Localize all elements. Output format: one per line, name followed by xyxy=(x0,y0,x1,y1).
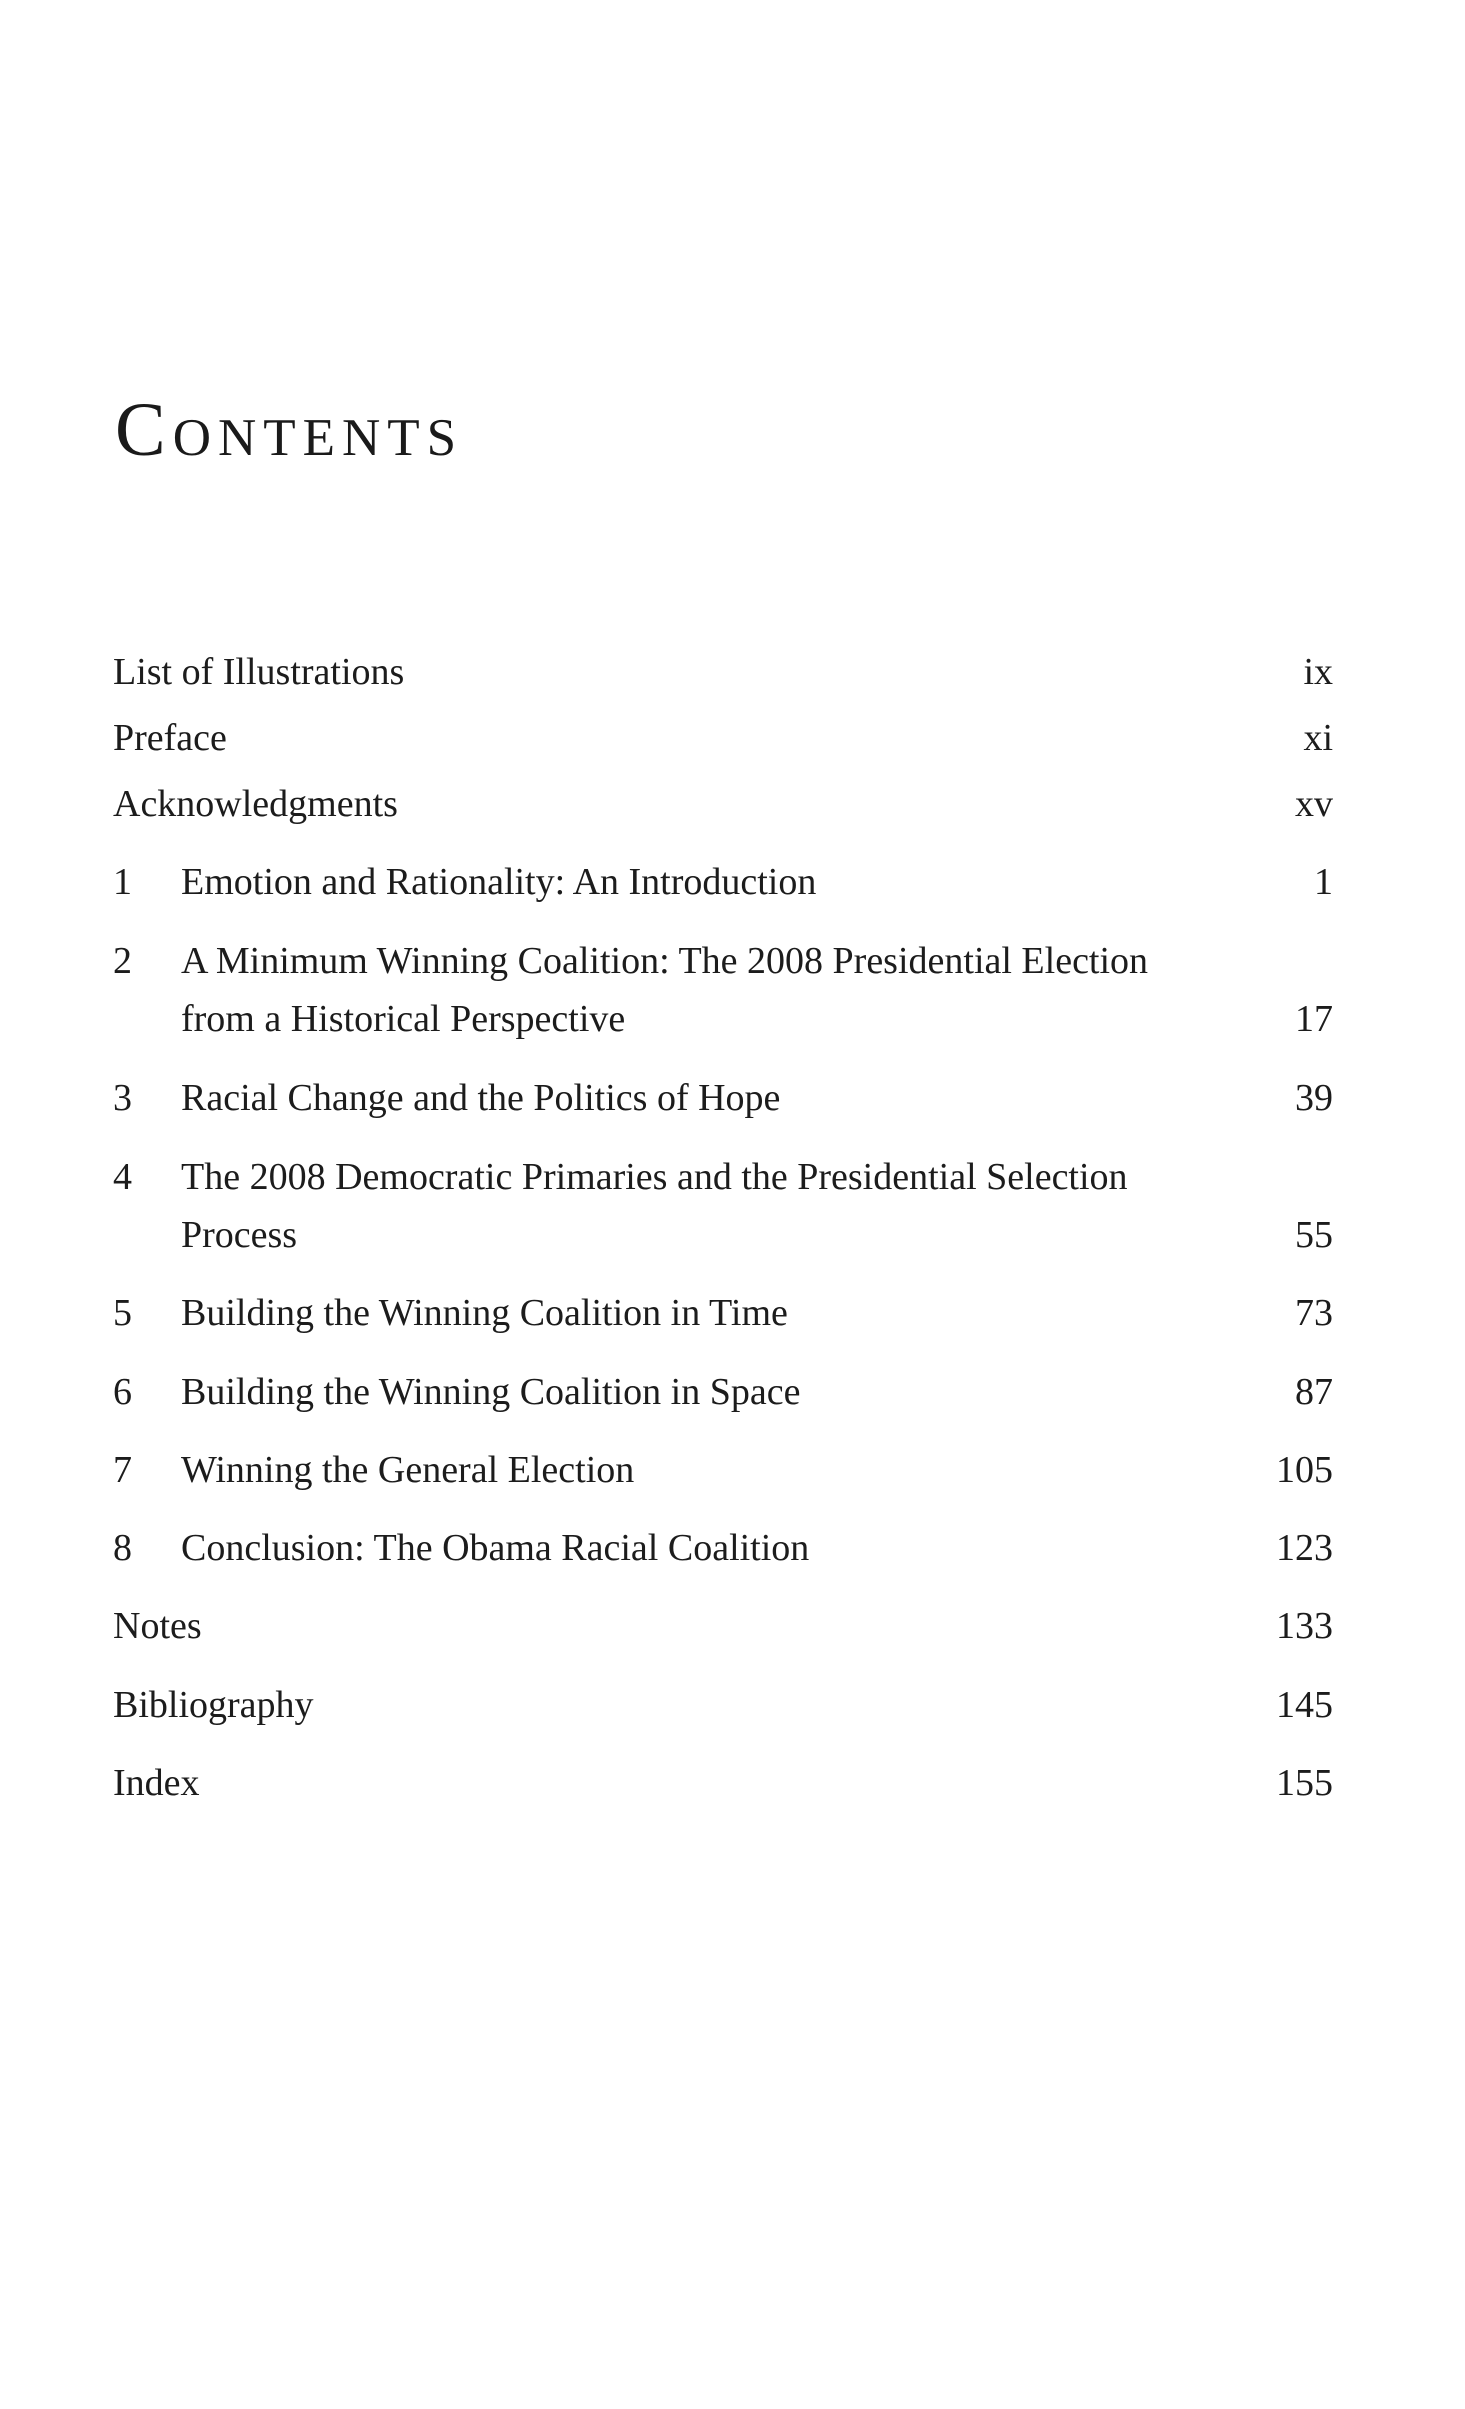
toc-chapter-entry xyxy=(113,1284,1333,1342)
toc-entry xyxy=(113,1676,1333,1734)
toc-entry-title: Conclusion: The Obama Racial Coalition xyxy=(181,1527,810,1569)
toc-entry-page: 1 xyxy=(1314,861,1333,903)
page-title: Contents xyxy=(115,388,464,472)
toc-entry-title: Building the Winning Coalition in Space xyxy=(181,1371,801,1413)
toc-chapter-number: 3 xyxy=(113,1077,132,1119)
toc-entry-title: Winning the General Election xyxy=(181,1449,635,1491)
toc-chapter-entry xyxy=(113,853,1333,911)
toc-entry-page: 17 xyxy=(1295,998,1333,1040)
toc-entry-page: 133 xyxy=(1276,1605,1333,1647)
toc-chapter-number: 5 xyxy=(113,1292,132,1334)
toc-entry-title: Notes xyxy=(113,1605,202,1647)
toc-entry xyxy=(113,1754,1333,1812)
toc-entry-page: xv xyxy=(1295,783,1333,825)
toc-entry-title: Index xyxy=(113,1762,200,1804)
toc-entry-page: 105 xyxy=(1276,1449,1333,1491)
toc-entry-title: Acknowledgments xyxy=(113,783,398,825)
toc-chapter-number: 1 xyxy=(113,861,132,903)
toc-entry-title: Bibliography xyxy=(113,1684,314,1726)
toc-entry-title: Building the Winning Coalition in Time xyxy=(181,1292,788,1334)
toc-entry-page: 123 xyxy=(1276,1527,1333,1569)
toc-entry-page: 73 xyxy=(1295,1292,1333,1334)
toc-chapter-number: 7 xyxy=(113,1449,132,1491)
toc-entry-page: 87 xyxy=(1295,1371,1333,1413)
toc-entry-title: Racial Change and the Politics of Hope xyxy=(181,1077,781,1119)
toc-entry-page: 155 xyxy=(1276,1762,1333,1804)
toc-entry xyxy=(113,709,1333,767)
toc-chapter-entry xyxy=(113,1069,1333,1127)
toc-chapter-entry xyxy=(113,1519,1333,1577)
toc-entry-title: The 2008 Democratic Primaries and the Presidential Selection Process xyxy=(181,1156,1128,1256)
toc-entry-title: Preface xyxy=(113,717,227,759)
toc-entry-page: ix xyxy=(1303,651,1333,693)
toc-chapter-entry xyxy=(113,1363,1333,1421)
toc-entry-page: 55 xyxy=(1295,1214,1333,1256)
toc-entry-page: 145 xyxy=(1276,1684,1333,1726)
toc-entry xyxy=(113,1597,1333,1655)
toc-entry xyxy=(113,643,1333,701)
toc-entry-title: A Minimum Winning Coalition: The 2008 Presidential Election from a Historical Perspective xyxy=(181,940,1149,1040)
toc-entry-title: Emotion and Rationality: An Introduction xyxy=(181,861,817,903)
toc-chapter-number: 6 xyxy=(113,1371,132,1413)
toc-entry-title: List of Illustrations xyxy=(113,651,405,693)
toc-chapter-number: 4 xyxy=(113,1156,132,1198)
toc-chapter-entry xyxy=(113,932,1333,1048)
toc-chapter-entry xyxy=(113,1148,1333,1264)
toc-entry-page: 39 xyxy=(1295,1077,1333,1119)
toc-chapter-number: 8 xyxy=(113,1527,132,1569)
toc-chapter-number: 2 xyxy=(113,940,132,982)
toc-chapter-entry xyxy=(113,1441,1333,1499)
toc-entry xyxy=(113,775,1333,833)
toc-entry-page: xi xyxy=(1303,717,1333,759)
